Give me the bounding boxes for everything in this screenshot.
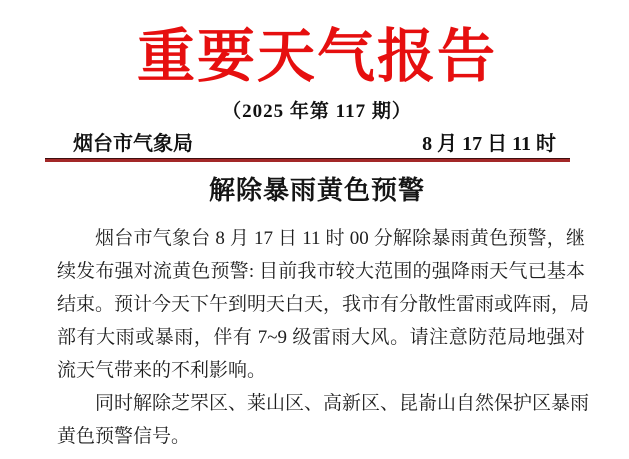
issuing-agency: 烟台市气象局 — [73, 133, 193, 155]
body-paragraphs — [57, 222, 590, 453]
issue-number: （2025 年第 117 期） — [222, 101, 412, 122]
issue-datetime: 8 月 17 日 11 时 — [422, 133, 556, 155]
body-text-line: 结束。预计今天下午到明天白天，我市有分散性雷雨或阵雨，局 — [57, 294, 590, 315]
document-title: 重要天气报告 — [136, 24, 497, 89]
bulletin-heading: 解除暴雨黄色预警 — [208, 175, 425, 205]
document-header-row — [45, 128, 570, 156]
header-divider-rule — [45, 158, 570, 162]
body-text-line: 续发布强对流黄色预警: 目前我市较大范围的强降雨天气已基本 — [57, 261, 585, 282]
body-text-line: 同时解除芝罘区、莱山区、高新区、昆嵛山自然保护区暴雨 — [95, 393, 590, 414]
body-text-line: 流天气带来的不利影响。 — [57, 360, 267, 381]
body-text-line: 部有大雨或暴雨，伴有 7~9 级雷雨大风。请注意防范局地强对 — [57, 327, 585, 348]
body-text-line: 烟台市气象台 8 月 17 日 11 时 00 分解除暴雨黄色预警，继 — [95, 228, 585, 249]
body-text-line: 黄色预警信号。 — [57, 426, 191, 447]
